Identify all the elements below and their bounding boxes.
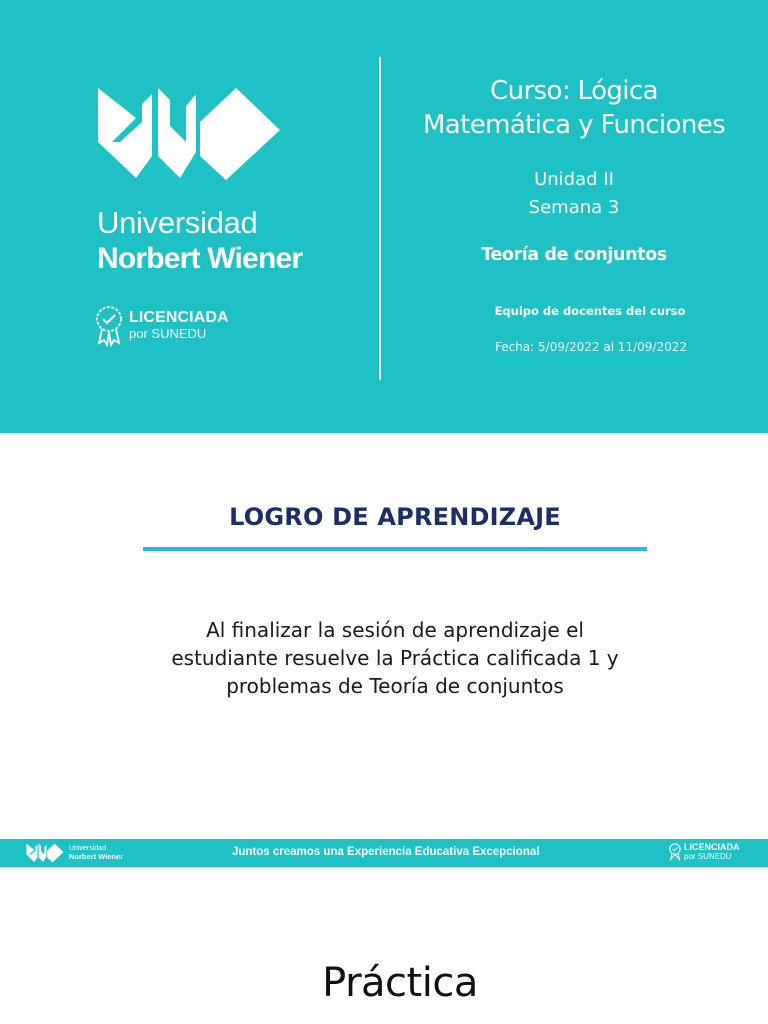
course-title-line2: Matemática y Funciones bbox=[422, 110, 726, 140]
footer-licenciada-line1: LICENCIADA bbox=[684, 842, 740, 852]
team-label: Equipo de docentes del curso bbox=[494, 304, 686, 318]
university-name-line1: Universidad bbox=[97, 205, 258, 240]
university-name bbox=[97, 205, 302, 277]
footer-logo-text bbox=[69, 845, 123, 861]
footer-logo bbox=[26, 843, 123, 863]
goal-underline bbox=[143, 547, 647, 551]
university-logo-icon bbox=[96, 86, 282, 182]
unit-label: Unidad II bbox=[534, 169, 614, 190]
university-logo-small-icon bbox=[26, 843, 64, 863]
footer-slogan: Juntos creamos una Experiencia Educativa Excepcional bbox=[232, 846, 540, 858]
footer-licenciada-text bbox=[684, 843, 740, 861]
vertical-divider bbox=[379, 57, 381, 380]
university-name-line2: Norbert Wiener bbox=[97, 242, 303, 275]
cover-slide bbox=[0, 0, 768, 433]
topic-label: Teoría de conjuntos bbox=[481, 245, 667, 265]
goal-body-line3: problemas de Teoría de conjuntos bbox=[226, 674, 564, 698]
licenciada-badge bbox=[95, 305, 229, 347]
section-title: Práctica bbox=[322, 960, 478, 1006]
licenciada-line1: LICENCIADA bbox=[129, 309, 229, 326]
goal-body bbox=[110, 616, 680, 700]
award-seal-icon bbox=[95, 305, 123, 347]
footer-licenciada-line2: por SUNEDU bbox=[684, 852, 732, 861]
goal-title: LOGRO DE APRENDIZAJE bbox=[229, 503, 561, 531]
unit-week bbox=[392, 166, 756, 222]
goal-body-line1: Al finalizar la sesión de aprendizaje el bbox=[206, 618, 584, 642]
week-label: Semana 3 bbox=[528, 197, 620, 218]
course-title bbox=[392, 74, 756, 142]
licenciada-line2: por SUNEDU bbox=[129, 326, 207, 341]
course-title-line1: Curso: Lógica bbox=[490, 76, 658, 106]
date-label: Fecha: 5/09/2022 al 11/09/2022 bbox=[494, 340, 688, 354]
award-seal-small-icon bbox=[669, 843, 681, 861]
goal-body-line2: estudiante resuelve la Práctica calificada 1 y bbox=[171, 646, 619, 670]
footer-band bbox=[0, 839, 768, 867]
footer-logo-line1: Universidad bbox=[69, 845, 106, 852]
footer-logo-line2: Norbert Wiener bbox=[69, 852, 124, 861]
licenciada-text bbox=[129, 310, 229, 342]
footer-licenciada bbox=[669, 843, 740, 861]
